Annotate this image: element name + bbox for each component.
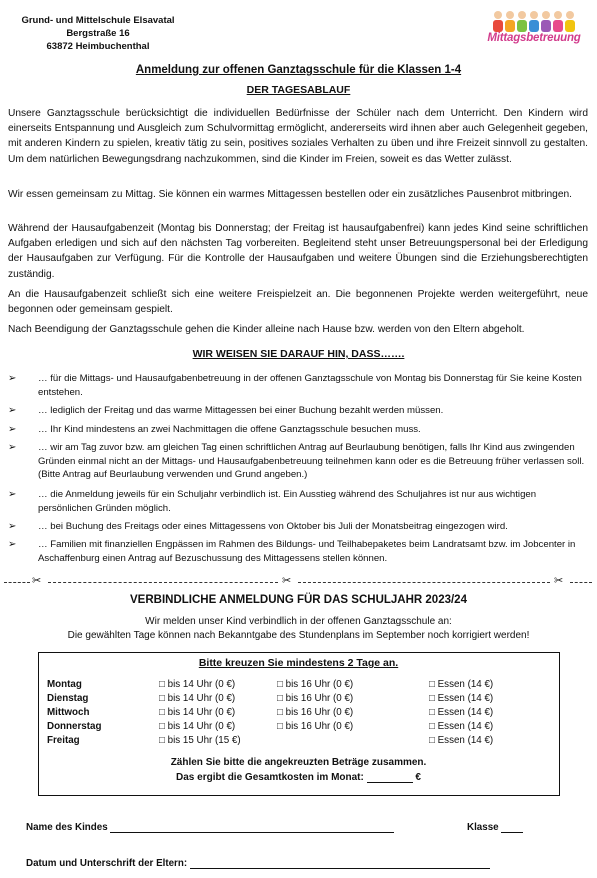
class-field[interactable]	[501, 820, 523, 833]
school-address	[18, 14, 178, 53]
list-item: ➢ … Ihr Kind mindestens an zwei Nachmittagen die offene Ganztagsschule besuchen muss.	[8, 424, 421, 435]
checkbox-option[interactable]: □ bis 14 Uhr (0 €)	[159, 693, 236, 704]
sum-instruction: Zählen Sie bitte die angekreuzten Beträge zusammen.	[170, 757, 427, 768]
logo-text: Mittagsbetreuung	[487, 32, 581, 44]
checkbox-option[interactable]: □ bis 16 Uhr (0 €)	[277, 721, 354, 732]
child-name-label: Name des Kindes	[26, 822, 108, 833]
child-name-field[interactable]	[110, 820, 394, 833]
arrow-bullet-icon: ➢	[8, 521, 17, 532]
checkbox-option[interactable]: □ bis 16 Uhr (0 €)	[277, 693, 354, 704]
arrow-bullet-icon: ➢	[8, 424, 17, 435]
school-name: Grund- und Mittelschule Elsavatal	[21, 15, 175, 26]
checkbox-meal[interactable]: □ Essen (14 €)	[429, 693, 494, 704]
checkbox-meal[interactable]: □ Essen (14 €)	[429, 721, 494, 732]
list-item: ➢ … bei Buchung des Freitags oder eines Mittagessens von Oktober bis Juli der Monatsbeitrag eingezogen wird.	[8, 521, 508, 532]
checkbox-option[interactable]: □ bis 14 Uhr (0 €)	[159, 679, 236, 690]
mittagsbetreuung-logo	[478, 6, 590, 52]
signature-label: Datum und Unterschrift der Eltern:	[26, 858, 188, 869]
day-label: Mittwoch	[47, 707, 90, 718]
day-label: Freitag	[47, 735, 80, 746]
box-title: Bitte kreuzen Sie mindestens 2 Tage an.	[198, 657, 399, 669]
school-street: Bergstraße 16	[66, 28, 130, 39]
paragraph-1: Unsere Ganztagsschule berücksichtigt die individuellen Bedürfnisse der Schüler nach dem Unterricht. Den Kindern wird einerseits Entspannung und Ausgleich zum Schulvormittag ermöglicht, andererseits wird ihnen aber auch Gelegenheit gegeben, mit anderen Kindern zu spielen, kreativ tätig zu sein, positives soziales Verhalten zu üben und ihre Freizeit sinnvoll zu gestalten. Um dem natürlichen Bewegungsdrang nachzukommen, sind die Kinder im Freien, soweit es das Wetter zulässt.	[8, 108, 588, 165]
checkbox-meal[interactable]: □ Essen (14 €)	[429, 679, 494, 690]
list-item: ➢ … lediglich der Freitag und das warme Mittagessen bei einer Buchung bezahlt werden müssen.	[8, 405, 444, 416]
checkbox-option[interactable]: □ bis 14 Uhr (0 €)	[159, 721, 236, 732]
paragraph-5: Nach Beendigung der Ganztagsschule gehen die Kinder alleine nach Hause bzw. werden von den Eltern abgeholt.	[8, 324, 525, 335]
child-name-row	[26, 820, 394, 833]
day-label: Donnerstag	[47, 721, 102, 732]
checkbox-meal[interactable]: □ Essen (14 €)	[429, 707, 494, 718]
list-item: ➢ … die Anmeldung jeweils für ein Schuljahr verbindlich ist. Ein Ausstieg während des Schuljahres ist nur aus wichtigen persönlichen Gründen möglich.	[8, 489, 537, 514]
list-item: ➢ … für die Mittags- und Hausaufgabenbetreuung in der offenen Ganztagsschule von Montag bis Donnerstag für Sie keine Kosten entstehen.	[8, 373, 582, 398]
school-city: 63872 Heimbuchenthal	[46, 41, 150, 52]
total-cost-field[interactable]	[367, 782, 413, 783]
checkbox-option[interactable]: □ bis 14 Uhr (0 €)	[159, 707, 236, 718]
arrow-bullet-icon: ➢	[8, 489, 17, 500]
class-label: Klasse	[467, 822, 499, 833]
total-cost-line: Das ergibt die Gesamtkosten im Monat: €	[176, 772, 421, 783]
list-item: ➢ … wir am Tag zuvor bzw. am gleichen Tag einen schriftlichen Antrag auf Beurlaubung benötigen, falls Ihr Kind aus zwingenden Gründen einmal nicht an der Mittags- und Hausaufgabenbetreuung teilnehmen kann oder es die Betreuung früher verlassen soll. (Bitte Antrag auf Beurlaubung verwenden und Grund angeben.)	[8, 442, 585, 481]
arrow-bullet-icon: ➢	[8, 373, 17, 384]
arrow-bullet-icon: ➢	[8, 405, 17, 416]
registration-intro-1: Wir melden unser Kind verbindlich in der offenen Ganztagsschule an:	[145, 616, 452, 627]
paragraph-3: Während der Hausaufgabenzeit (Montag bis Donnerstag; der Freitag ist hausaufgabenfrei) kann jedes Kind seine schriftlichen Aufgaben erledigen und sich auf den nächsten Tag vorbereiten. Begleitend steht unser Betreuungspersonal bei der Erledigung der Hausaufgaben zur Verfügung. Für die Kontrolle der Hausaufgaben und weitere Übungen sind die Erziehungsberechtigten zuständig.	[8, 223, 588, 280]
scissors-icon: ✂	[554, 575, 564, 587]
checkbox-option[interactable]: □ bis 16 Uhr (0 €)	[277, 707, 354, 718]
day-selection-box	[38, 652, 560, 796]
cut-line	[4, 575, 592, 588]
section-heading-hinweise: WIR WEISEN SIE DARAUF HIN, DASS…….	[192, 348, 405, 360]
arrow-bullet-icon: ➢	[8, 539, 17, 550]
day-label: Montag	[47, 679, 82, 690]
scissors-icon: ✂	[32, 575, 42, 587]
signature-field[interactable]	[190, 856, 490, 869]
paragraph-2: Wir essen gemeinsam zu Mittag. Sie können ein warmes Mittagessen bestellen oder ein zusätzliches Pausenbrot mitbringen.	[8, 189, 572, 200]
checkbox-meal[interactable]: □ Essen (14 €)	[429, 735, 494, 746]
checkbox-option[interactable]: □ bis 16 Uhr (0 €)	[277, 679, 354, 690]
list-item: ➢ … Familien mit finanziellen Engpässen im Rahmen des Bildungs- und Teilhabepaketes beim Landratsamt bzw. im Jobcenter in Aschaffenburg einen Antrag auf Bezuschussung des Mittagessens stellen können.	[8, 539, 576, 564]
paragraph-4: An die Hausaufgabenzeit schließt sich eine weitere Freispielzeit an. Die begonnenen Projekte werden weitergeführt, neue begonnen oder gemeinsam gespielt.	[8, 289, 588, 316]
children-figures-icon	[478, 6, 590, 32]
registration-intro-2: Die gewählten Tage können nach Bekanntgabe des Stundenplans im September noch korrigiert werden!	[67, 630, 530, 641]
page-title: Anmeldung zur offenen Ganztagsschule für die Klassen 1-4	[135, 64, 462, 76]
arrow-bullet-icon: ➢	[8, 442, 17, 453]
day-label: Dienstag	[47, 693, 89, 704]
registration-heading: VERBINDLICHE ANMELDUNG FÜR DAS SCHULJAHR 2023/24	[130, 594, 467, 606]
class-row	[467, 820, 523, 833]
checkbox-option[interactable]: □ bis 15 Uhr (15 €)	[159, 735, 241, 746]
section-heading-tagesablauf: DER TAGESABLAUF	[246, 84, 351, 96]
scissors-icon: ✂	[282, 575, 292, 587]
signature-row	[26, 856, 490, 869]
